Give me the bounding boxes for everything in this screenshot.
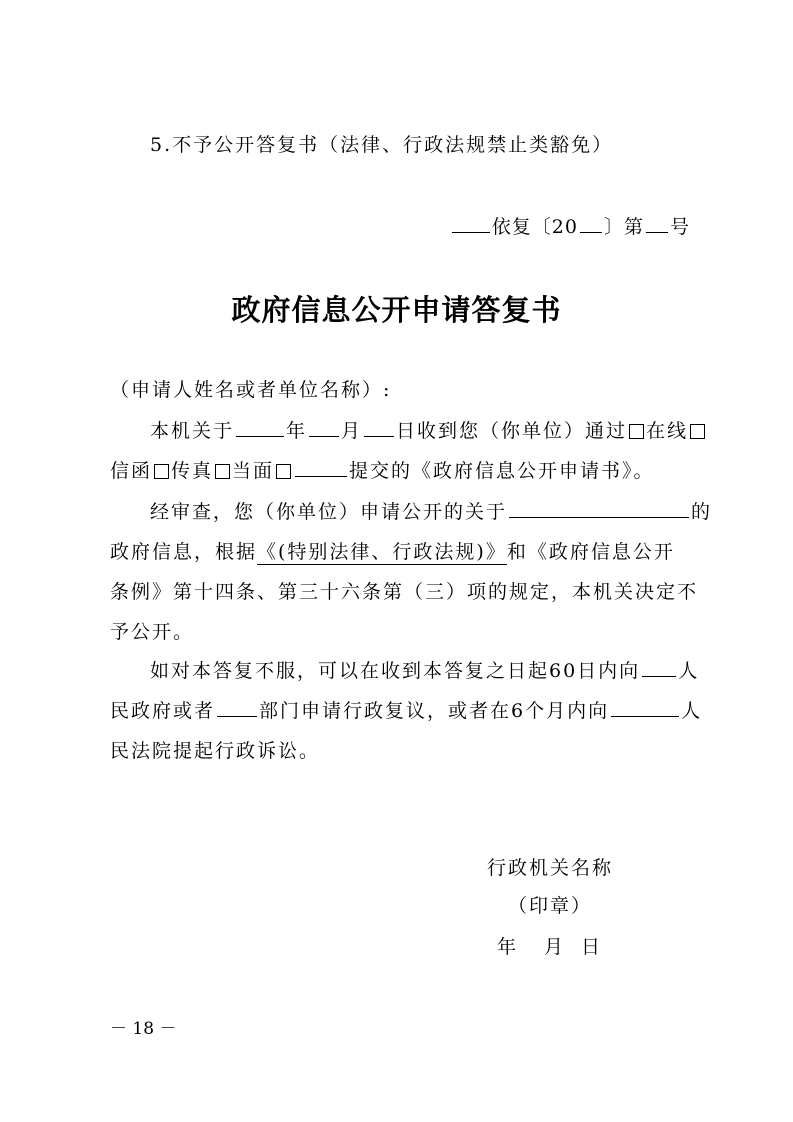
- receive-year-blank[interactable]: [236, 416, 284, 437]
- para1-line1: 本机关于 年 月 日收到您（你单位）通过 在线: [150, 416, 707, 443]
- salutation: （申请人姓名或者单位名称）:: [110, 379, 392, 401]
- online-label: 在线: [646, 420, 689, 442]
- para3-line2: 民政府或者 部门申请行政复议，或者在6个月内向 人: [110, 696, 702, 723]
- year-blank[interactable]: [580, 212, 602, 233]
- doc-number-prefix: 依复〔20: [491, 216, 578, 238]
- agency-abbr-blank[interactable]: [452, 212, 490, 233]
- in-person-checkbox[interactable]: [215, 464, 230, 479]
- letter-checkbox[interactable]: [690, 424, 705, 439]
- doc-number-suffix: 号: [669, 216, 690, 238]
- para3-line1: 如对本答复不服，可以在收到本答复之日起60日内向 人: [150, 656, 699, 683]
- receive-month-blank[interactable]: [309, 416, 339, 437]
- signature-date: 年 月 日: [497, 936, 603, 958]
- fax-label: 传真: [171, 460, 214, 482]
- fax-checkbox[interactable]: [154, 464, 169, 479]
- dept-blank[interactable]: [217, 696, 257, 717]
- letter-label: 信函: [110, 460, 153, 482]
- para2-line1: 经审查，您（你单位）申请公开的关于 的: [150, 497, 712, 524]
- para2-line4: 予公开。: [110, 621, 195, 643]
- para3-line3: 民法院提起行政诉讼。: [110, 740, 321, 762]
- seal-label: （印章）: [508, 895, 593, 917]
- para2-line2: 政府信息，根据《(特别法律、行政法规)》和《政府信息公开: [110, 541, 675, 563]
- other-method-blank[interactable]: [295, 456, 347, 477]
- page-number: － 18 －: [110, 1019, 177, 1039]
- court-blank[interactable]: [611, 696, 679, 717]
- serial-blank[interactable]: [646, 212, 668, 233]
- info-subject-blank[interactable]: [509, 497, 689, 518]
- agency-name: 行政机关名称: [487, 857, 614, 879]
- other-checkbox[interactable]: [276, 464, 291, 479]
- para1-line2: 信函 传真 当面 提交的《政府信息公开申请书》。: [110, 456, 655, 483]
- receive-day-blank[interactable]: [364, 416, 394, 437]
- para2-line3: 条例》第十四条、第三十六条第（三）项的规定，本机关决定不: [110, 581, 699, 603]
- doc-number-middle: 〕第: [603, 216, 644, 238]
- gov-blank[interactable]: [642, 656, 676, 677]
- law-reference: 《(特别法律、行政法规)》: [257, 541, 507, 563]
- section-heading: 5.不予公开答复书（法律、行政法规禁止类豁免）: [150, 134, 614, 156]
- online-checkbox[interactable]: [629, 424, 644, 439]
- page-title: 政府信息公开申请答复书: [231, 293, 562, 327]
- document-number: [450, 212, 690, 239]
- in-person-label: 当面: [232, 460, 275, 482]
